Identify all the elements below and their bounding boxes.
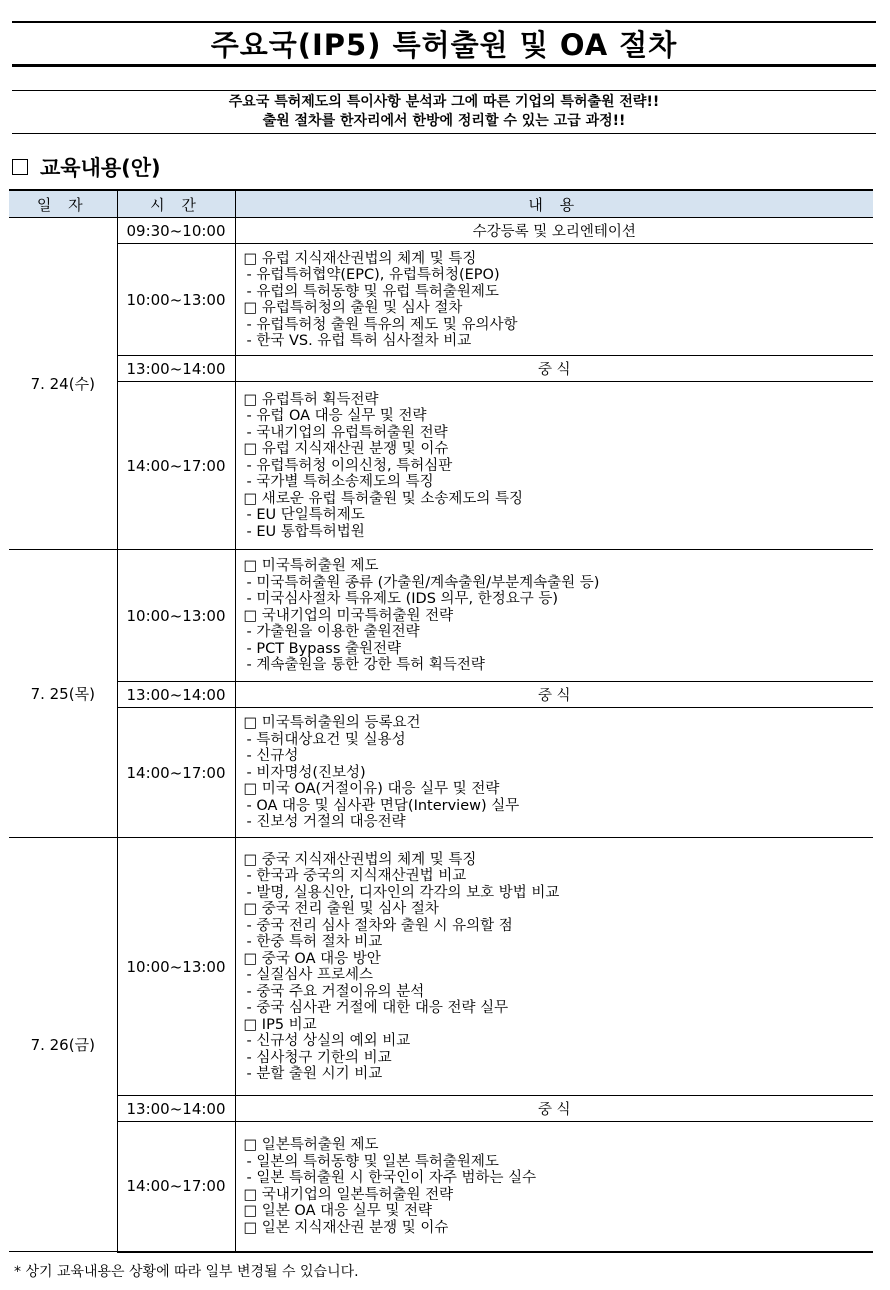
- content-subitem: - 신규성: [246, 748, 299, 765]
- content-subitem: - 미국특허출원 종류 (가출원/계속출원/부분계속출원 등): [246, 574, 600, 591]
- content-list: [236, 712, 874, 833]
- content-item: □ 미국특허출원의 등록요건: [243, 715, 421, 732]
- content-subitem: - OA 대응 및 심사관 면담(Interview) 실무: [246, 797, 520, 814]
- day-cell: 7. 24(수): [9, 218, 117, 550]
- time-cell: 09:30~10:00: [117, 218, 235, 244]
- content-item: □ 중국 OA 대응 방안: [243, 950, 381, 967]
- day-cell: 7. 26(금): [9, 838, 117, 1252]
- time-cell: 10:00~13:00: [117, 838, 235, 1096]
- content-subitem: - 유럽 OA 대응 실무 및 전략: [246, 408, 427, 425]
- schedule-table: [9, 189, 873, 1253]
- content-subitem: - 중국 심사관 거절에 대한 대응 전략 실무: [246, 1000, 509, 1016]
- content-item: □ 중국 지식재산권법의 체계 및 특징: [243, 851, 477, 868]
- content-item: □ 일본특허출원 제도: [243, 1137, 379, 1154]
- header-date: 일 자: [9, 190, 117, 218]
- content-subitem: - 한국 VS. 유럽 특허 심사절차 비교: [246, 333, 472, 349]
- content-subitem: - 가출원을 이용한 출원전략: [246, 624, 420, 641]
- time-cell: 13:00~14:00: [117, 356, 235, 382]
- schedule-body: [9, 218, 873, 1252]
- content-cell: [235, 838, 873, 1096]
- content-item: □ IP5 비교: [243, 1016, 317, 1033]
- table-row: [9, 550, 873, 682]
- content-subitem: - 진보성 거절의 대응전략: [246, 814, 406, 831]
- time-cell: 13:00~14:00: [117, 682, 235, 708]
- content-item: □ 중국 전리 출원 및 심사 절차: [243, 901, 439, 917]
- session-cell: 중 식: [235, 682, 873, 708]
- table-row: [9, 1122, 873, 1252]
- intro-banner: [12, 90, 876, 134]
- header-time: 시 간: [117, 190, 235, 218]
- time-cell: 13:00~14:00: [117, 1096, 235, 1122]
- table-header-row: [9, 190, 873, 218]
- time-cell: 14:00~17:00: [117, 382, 235, 550]
- session-cell: 수강등록 및 오리엔테이션: [235, 218, 873, 244]
- content-cell: [235, 1122, 873, 1252]
- content-subitem: - 발명, 실용신안, 디자인의 각각의 보호 방법 비교: [246, 884, 560, 901]
- table-row: [9, 682, 873, 708]
- content-cell: [235, 708, 873, 838]
- table-row: [9, 218, 873, 244]
- content-subitem: - 분할 출원 시기 비교: [246, 1066, 383, 1082]
- content-subitem: - 국가별 특허소송제도의 특징: [246, 474, 434, 491]
- content-subitem: - 일본의 특허동향 및 일본 특허출원제도: [246, 1153, 499, 1170]
- table-row: [9, 244, 873, 356]
- content-subitem: - 신규성 상실의 예외 비교: [246, 1033, 411, 1049]
- content-item: □ 일본 OA 대응 실무 및 전략: [243, 1203, 432, 1220]
- content-subitem: - EU 통합특허법원: [246, 523, 365, 540]
- intro-line-1: 주요국 특허제도의 특이사항 분석과 그에 따른 기업의 특허출원 전략!!: [228, 94, 660, 110]
- checkbox-square-icon: [12, 159, 28, 175]
- content-item: □ 유럽 지식재산권 분쟁 및 이슈: [243, 441, 449, 458]
- table-row: [9, 382, 873, 550]
- content-subitem: - 실질심사 프로세스: [246, 967, 374, 983]
- content-subitem: - 한중 특허 절차 비교: [246, 934, 383, 950]
- content-item: □ 국내기업의 미국특허출원 전략: [243, 607, 454, 624]
- content-subitem: - 한국과 중국의 지식재산권법 비교: [246, 868, 467, 884]
- content-subitem: - 유럽특허청 이의신청, 특허심판: [246, 457, 453, 474]
- intro-line-2: 출원 절차를 한자리에서 한방에 정리할 수 있는 고급 과정!!: [262, 113, 626, 129]
- content-subitem: - 유럽의 특허동향 및 유럽 특허출원제도: [246, 283, 499, 300]
- time-cell: 10:00~13:00: [117, 244, 235, 356]
- time-cell: 14:00~17:00: [117, 1122, 235, 1252]
- content-item: □ 미국특허출원 제도: [243, 558, 379, 575]
- table-row: [9, 708, 873, 838]
- content-item: □ 일본 지식재산권 분쟁 및 이슈: [243, 1219, 449, 1236]
- content-list: [236, 849, 874, 1085]
- content-item: □ 유럽특허청의 출원 및 심사 절차: [243, 300, 463, 316]
- content-item: □ 새로운 유럽 특허출원 및 소송제도의 특징: [243, 490, 523, 507]
- section-heading-label: 교육내용(안): [40, 156, 161, 180]
- content-item: □ 유럽 지식재산권법의 체계 및 특징: [243, 250, 477, 267]
- time-cell: 14:00~17:00: [117, 708, 235, 838]
- content-subitem: - 특허대상요건 및 실용성: [246, 731, 406, 748]
- session-cell: 중 식: [235, 356, 873, 382]
- content-item: □ 유럽특허 획득전략: [243, 391, 379, 408]
- content-cell: [235, 382, 873, 550]
- content-subitem: - 심사청구 기한의 비교: [246, 1049, 392, 1066]
- table-row: [9, 838, 873, 1096]
- table-row: [9, 356, 873, 382]
- content-subitem: - EU 단일특허제도: [246, 507, 365, 524]
- content-subitem: - 유럽특허협약(EPC), 유럽특허청(EPO): [246, 267, 500, 283]
- page-title: 주요국(IP5) 특허출원 및 OA 절차: [12, 21, 876, 67]
- time-cell: 10:00~13:00: [117, 550, 235, 682]
- content-subitem: - 중국 전리 심사 절차와 출원 시 유의할 점: [246, 917, 513, 934]
- header-content: 내 용: [235, 190, 873, 218]
- content-item: □ 미국 OA(거절이유) 대응 실무 및 전략: [243, 781, 500, 798]
- content-subitem: - 미국심사절차 특유제도 (IDS 의무, 한정요구 등): [246, 591, 559, 608]
- content-subitem: - PCT Bypass 출원전략: [246, 640, 402, 657]
- content-subitem: - 중국 주요 거절이유의 분석: [246, 983, 425, 1000]
- content-subitem: - 계속출원을 통한 강한 특허 획득전략: [246, 657, 485, 674]
- content-cell: [235, 550, 873, 682]
- content-cell: [235, 244, 873, 356]
- content-subitem: - 유럽특허청 출원 특유의 제도 및 유의사항: [246, 316, 518, 333]
- content-list: [236, 1134, 874, 1238]
- section-heading: [12, 152, 161, 182]
- day-cell: 7. 25(목): [9, 550, 117, 838]
- table-row: [9, 1096, 873, 1122]
- content-list: [236, 555, 874, 676]
- footnote: * 상기 교육내용은 상황에 따라 일부 변경될 수 있습니다.: [14, 1264, 359, 1280]
- content-subitem: - 일본 특허출원 시 한국인이 자주 범하는 실수: [246, 1170, 537, 1187]
- content-list: [236, 248, 874, 352]
- content-subitem: - 비자명성(진보성): [246, 764, 366, 781]
- content-subitem: - 국내기업의 유럽특허출원 전략: [246, 424, 448, 441]
- content-list: [236, 389, 874, 543]
- content-item: □ 국내기업의 일본특허출원 전략: [243, 1186, 454, 1203]
- session-cell: 중 식: [235, 1096, 873, 1122]
